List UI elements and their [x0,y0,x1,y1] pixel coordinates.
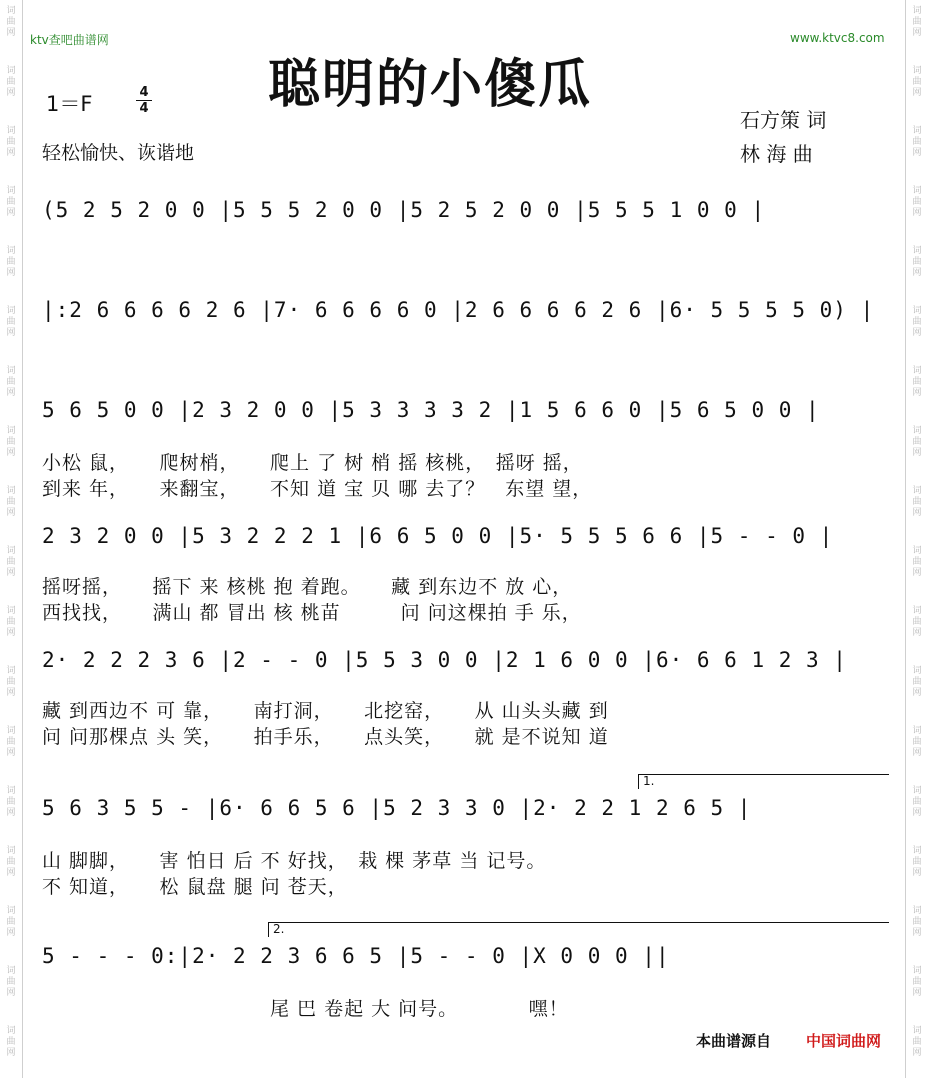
watermark-right-10: 词 曲 网 [912,546,922,578]
key-signature: 1＝F [46,92,93,116]
site-url-right: www.ktvc8.com [790,31,885,45]
second-ending-bracket [268,922,889,937]
watermark-left-12: 词 曲 网 [6,666,16,698]
time-signature [136,86,152,115]
left-watermark-strip [0,0,28,1078]
right-margin-rule [905,0,906,1078]
watermark-left-17: 词 曲 网 [6,966,16,998]
watermark-left-18: 词 曲 网 [6,1026,16,1058]
lyric-line-7: 尾 巴 卷起 大 问号。 嘿！ [270,998,569,1020]
watermark-left-8: 词 曲 网 [6,426,16,458]
watermark-left-10: 词 曲 网 [6,546,16,578]
score-line-verse-2 [42,524,882,624]
lyric-line-4-verse-1: 摇呀摇， 摇下 来 核桃 抱 着跑。 藏 到东边不 放 心， [42,576,573,598]
notes-line-7: 5 - - - 0:|2· 2 2 3 6 6 5 |5 - - 0 |X 0 0 0 || [42,944,670,968]
watermark-right-3: 词 曲 网 [912,126,922,158]
lyric-line-5-verse-1: 藏 到西边不 可 靠， 南打洞， 北挖窑， 从 山头头藏 到 [42,700,609,722]
watermark-left-6: 词 曲 网 [6,306,16,338]
watermark-right-12: 词 曲 网 [912,666,922,698]
watermark-right-16: 词 曲 网 [912,906,922,938]
watermark-right-9: 词 曲 网 [912,486,922,518]
lyric-line-5-verse-2: 问 问那棵点 头 笑， 拍手乐， 点头笑， 就 是不说知 道 [42,726,609,748]
watermark-right-15: 词 曲 网 [912,846,922,878]
song-title: 聪明的小傻瓜 [268,55,593,115]
lyric-line-4-verse-2: 西找找， 满山 都 冒出 核 桃苗 问 问这棵拍 手 乐， [42,602,582,624]
watermark-left-15: 词 曲 网 [6,846,16,878]
site-name-left: ktv查吧曲谱网 [30,33,109,47]
watermark-right-2: 词 曲 网 [912,66,922,98]
notes-line-2: |:2 6 6 6 6 2 6 |7· 6 6 6 6 0 |2 6 6 6 6 2 6 |6· 5 5 5 5 0) | [42,298,875,322]
watermark-right-6: 词 曲 网 [912,306,922,338]
score-line-verse-4 [42,774,882,898]
time-signature-bottom: 4 [139,101,149,116]
score-line-interlude [42,298,882,334]
notes-line-3: 5 6 5 0 0 |2 3 2 0 0 |5 3 3 3 3 2 |1 5 6 6 0 |5 6 5 0 0 | [42,398,820,422]
watermark-right-14: 词 曲 网 [912,786,922,818]
watermark-right-13: 词 曲 网 [912,726,922,758]
watermark-left-11: 词 曲 网 [6,606,16,638]
score-line-intro [42,198,882,234]
watermark-right-17: 词 曲 网 [912,966,922,998]
notes-line-4: 2 3 2 0 0 |5 3 2 2 2 1 |6 6 5 0 0 |5· 5 5 5 6 6 |5 - - 0 | [42,524,834,548]
source-site-link[interactable]: 中国词曲网 [806,1032,882,1050]
score-line-verse-3 [42,648,882,748]
lyric-line-6-verse-1: 山 脚脚， 害 怕日 后 不 好找， 栽 棵 茅草 当 记号。 [42,850,547,872]
second-ending-label: 2. [273,922,285,936]
notes-line-6: 5 6 3 5 5 - |6· 6 6 5 6 |5 2 3 3 0 |2· 2 2 1 2 6 5 | [42,796,752,820]
lyricist-credit: 石方策 词 [740,108,827,132]
right-watermark-strip [900,0,928,1078]
watermark-left-7: 词 曲 网 [6,366,16,398]
source-prefix: 本曲谱源自 [696,1032,772,1050]
watermark-right-1: 词 曲 网 [912,6,922,38]
watermark-left-2: 词 曲 网 [6,66,16,98]
watermark-right-18: 词 曲 网 [912,1026,922,1058]
watermark-right-8: 词 曲 网 [912,426,922,458]
lyric-line-6-verse-2: 不 知道， 松 鼠盘 腿 问 苍天， [42,876,348,898]
watermark-left-9: 词 曲 网 [6,486,16,518]
watermark-left-13: 词 曲 网 [6,726,16,758]
score-line-ending [42,922,882,1020]
lyric-line-3-verse-1: 小松 鼠， 爬树梢， 爬上 了 树 梢 摇 核桃， 摇呀 摇， [42,452,583,474]
first-ending-bracket [638,774,889,789]
notes-line-1: (5 2 5 2 0 0 |5 5 5 2 0 0 |5 2 5 2 0 0 |5 5 5 1 0 0 | [42,198,766,222]
watermark-right-4: 词 曲 网 [912,186,922,218]
watermark-left-14: 词 曲 网 [6,786,16,818]
composer-credit: 林 海 曲 [740,142,813,166]
watermark-left-5: 词 曲 网 [6,246,16,278]
tempo-marking: 轻松愉快、诙谐地 [42,142,195,164]
time-signature-top: 4 [139,85,149,100]
watermark-right-5: 词 曲 网 [912,246,922,278]
watermark-left-16: 词 曲 网 [6,906,16,938]
watermark-left-1: 词 曲 网 [6,6,16,38]
watermark-left-3: 词 曲 网 [6,126,16,158]
score-line-verse-1 [42,398,882,500]
watermark-left-4: 词 曲 网 [6,186,16,218]
first-ending-label: 1. [643,774,655,788]
lyric-line-3-verse-2: 到来 年， 来翻宝， 不知 道 宝 贝 哪 去了？ 东望 望， [42,478,593,500]
watermark-right-7: 词 曲 网 [912,366,922,398]
notes-line-5: 2· 2 2 2 3 6 |2 - - 0 |5 5 3 0 0 |2 1 6 0 0 |6· 6 6 1 2 3 | [42,648,847,672]
left-margin-rule [22,0,23,1078]
watermark-right-11: 词 曲 网 [912,606,922,638]
